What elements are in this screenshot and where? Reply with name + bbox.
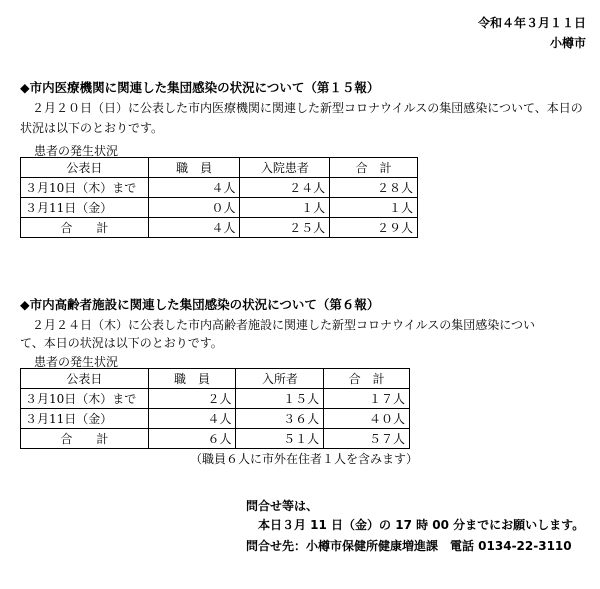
- section1-table: [20, 157, 418, 238]
- contact-info: 問合せ先：小樽市保健所健康増進課 電話 0134-22-3110: [246, 539, 572, 553]
- table-cell: １人: [330, 198, 418, 218]
- table-row: [21, 178, 418, 198]
- section1-body: ２月２０日（日）に公表した市内医療機関に関連した新型コロナウイルスの集団感染について、本日の状況は以下のとおりです。: [20, 101, 583, 135]
- column-header: 職 員: [148, 369, 236, 389]
- table-header-row: [21, 369, 410, 389]
- release-date: 令和４年３月１１日: [477, 16, 586, 30]
- table-total-row: [21, 429, 410, 449]
- table-cell: ０人: [148, 198, 240, 218]
- table-cell: ３月10日（木）まで: [21, 389, 149, 409]
- table-cell: ３月11日（金）: [21, 409, 149, 429]
- column-header: 入院患者: [240, 158, 330, 178]
- column-header: 合 計: [330, 158, 418, 178]
- column-header: 合 計: [324, 369, 410, 389]
- table-header-row: [21, 158, 418, 178]
- table-total-row: [21, 218, 418, 238]
- table-cell: ２人: [148, 389, 236, 409]
- table-cell: ２８人: [330, 178, 418, 198]
- table-cell: ３６人: [236, 409, 324, 429]
- section2-table-label: 患者の発生状況: [34, 355, 119, 369]
- contact-intro: 問合せ等は、: [246, 499, 319, 513]
- table-cell: ３月10日（木）まで: [21, 178, 149, 198]
- table-row: [21, 198, 418, 218]
- section2-body-line2: て、本日の状況は以下のとおりです。: [20, 336, 223, 350]
- table-cell: ４人: [148, 178, 240, 198]
- table-cell: ４人: [148, 218, 240, 238]
- column-header: 公表日: [21, 369, 149, 389]
- table-cell: ２５人: [240, 218, 330, 238]
- table-cell: １５人: [236, 389, 324, 409]
- table-row: [21, 409, 410, 429]
- column-header: 入所者: [236, 369, 324, 389]
- section2-body-line1: ２月２４日（木）に公表した市内高齢者施設に関連した新型コロナウイルスの集団感染につい: [20, 318, 536, 332]
- table-cell: ４０人: [324, 409, 410, 429]
- table-cell: ５１人: [236, 429, 324, 449]
- section1-table-label: 患者の発生状況: [34, 144, 119, 158]
- table-row: [21, 389, 410, 409]
- table-cell: ５７人: [324, 429, 410, 449]
- table-cell: 合 計: [21, 218, 149, 238]
- table-cell: ３月11日（金）: [21, 198, 149, 218]
- table-cell: ２４人: [240, 178, 330, 198]
- table-cell: ６人: [148, 429, 236, 449]
- table-cell: ２９人: [330, 218, 418, 238]
- table-cell: １人: [240, 198, 330, 218]
- section1-title: ◆市内医療機関に関連した集団感染の状況について（第１５報）: [20, 80, 380, 95]
- section2-note: （職員６人に市外在住者１人を含みます）: [190, 452, 419, 466]
- issuer-name: 小樽市: [549, 36, 586, 50]
- column-header: 公表日: [21, 158, 149, 178]
- contact-deadline: 本日３月 11 日（金）の 17 時 00 分までにお願いします。: [258, 518, 585, 532]
- table-cell: ４人: [148, 409, 236, 429]
- section2-title: ◆市内高齢者施設に関連した集団感染の状況について（第６報）: [20, 297, 380, 312]
- column-header: 職 員: [148, 158, 240, 178]
- table-cell: 合 計: [21, 429, 149, 449]
- table-cell: １７人: [324, 389, 410, 409]
- section2-table: [20, 368, 410, 449]
